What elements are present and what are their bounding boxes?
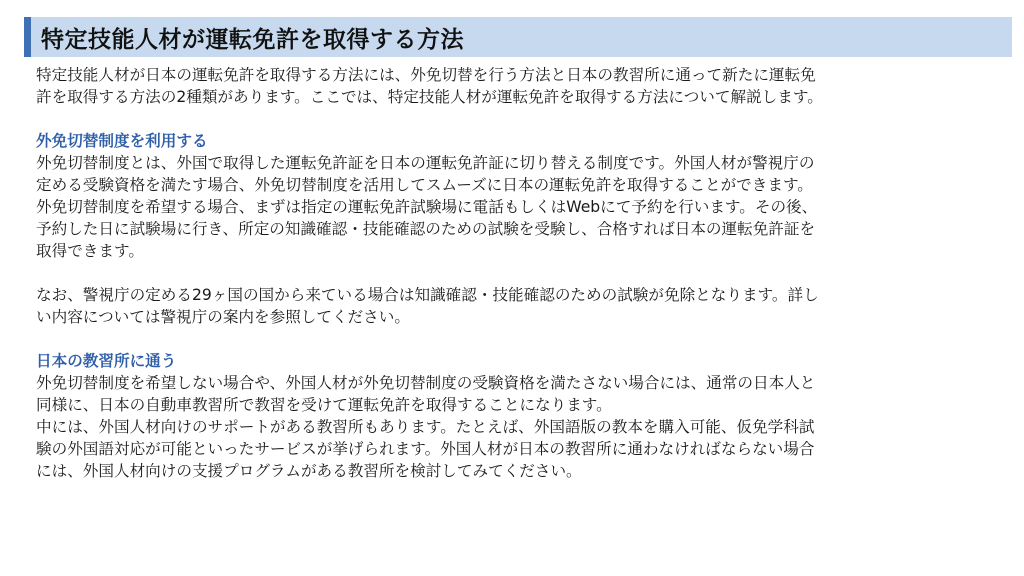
spacer bbox=[36, 262, 1006, 284]
paragraph-line: 外免切替制度とは、外国で取得した運転免許証を日本の運転免許証に切り替える制度です。外国人材が警視庁の bbox=[36, 154, 815, 172]
paragraph-line: 外免切替制度を希望しない場合や、外国人材が外免切替制度の受験資格を満たさない場合には、通常の日本人と bbox=[36, 374, 816, 392]
intro-line: 許を取得する方法の2種類があります。ここでは、特定技能人材が運転免許を取得する方法について解説します。 bbox=[36, 88, 823, 106]
intro-line: 特定技能人材が日本の運転免許を取得する方法には、外免切替を行う方法と日本の教習所に通って新たに運転免 bbox=[36, 66, 816, 84]
spacer bbox=[36, 108, 1006, 130]
paragraph-line: 定める受験資格を満たす場合、外免切替制度を活用してスムーズに日本の運転免許を取得することができます。 bbox=[36, 176, 813, 194]
section-heading: 日本の教習所に通う bbox=[36, 352, 177, 370]
page-title: 特定技能人材が運転免許を取得する方法 bbox=[41, 26, 464, 53]
paragraph-line: 験の外国語対応が可能といったサービスが挙げられます。外国人材が日本の教習所に通わなければならない場合 bbox=[36, 440, 815, 458]
paragraph-line: 同様に、日本の自動車教習所で教習を受けて運転免許を取得することになります。 bbox=[36, 396, 612, 414]
paragraph-line: 外免切替制度を希望する場合、まずは指定の運転免許試験場に電話もしくはWebにて予約を行います。その後、 bbox=[36, 198, 818, 216]
title-bar bbox=[24, 17, 1012, 57]
paragraph-line: 予約した日に試験場に行き、所定の知識確認・技能確認のための試験を受験し、合格すれば日本の運転免許証を bbox=[36, 220, 816, 238]
paragraph-line: 取得できます。 bbox=[36, 242, 144, 260]
paragraph-line: い内容については警視庁の案内を参照してください。 bbox=[36, 308, 410, 326]
paragraph-line: なお、警視庁の定める29ヶ国の国から来ている場合は知識確認・技能確認のための試験が免除となります。詳し bbox=[36, 286, 819, 304]
paragraph-line: には、外国人材向けの支援プログラムがある教習所を検討してみてください。 bbox=[36, 462, 582, 480]
spacer bbox=[36, 328, 1006, 350]
content-body bbox=[36, 64, 1006, 482]
section-heading: 外免切替制度を利用する bbox=[36, 132, 208, 150]
paragraph-line: 中には、外国人材向けのサポートがある教習所もあります。たとえば、外国語版の教本を購入可能、仮免学科試 bbox=[36, 418, 815, 436]
